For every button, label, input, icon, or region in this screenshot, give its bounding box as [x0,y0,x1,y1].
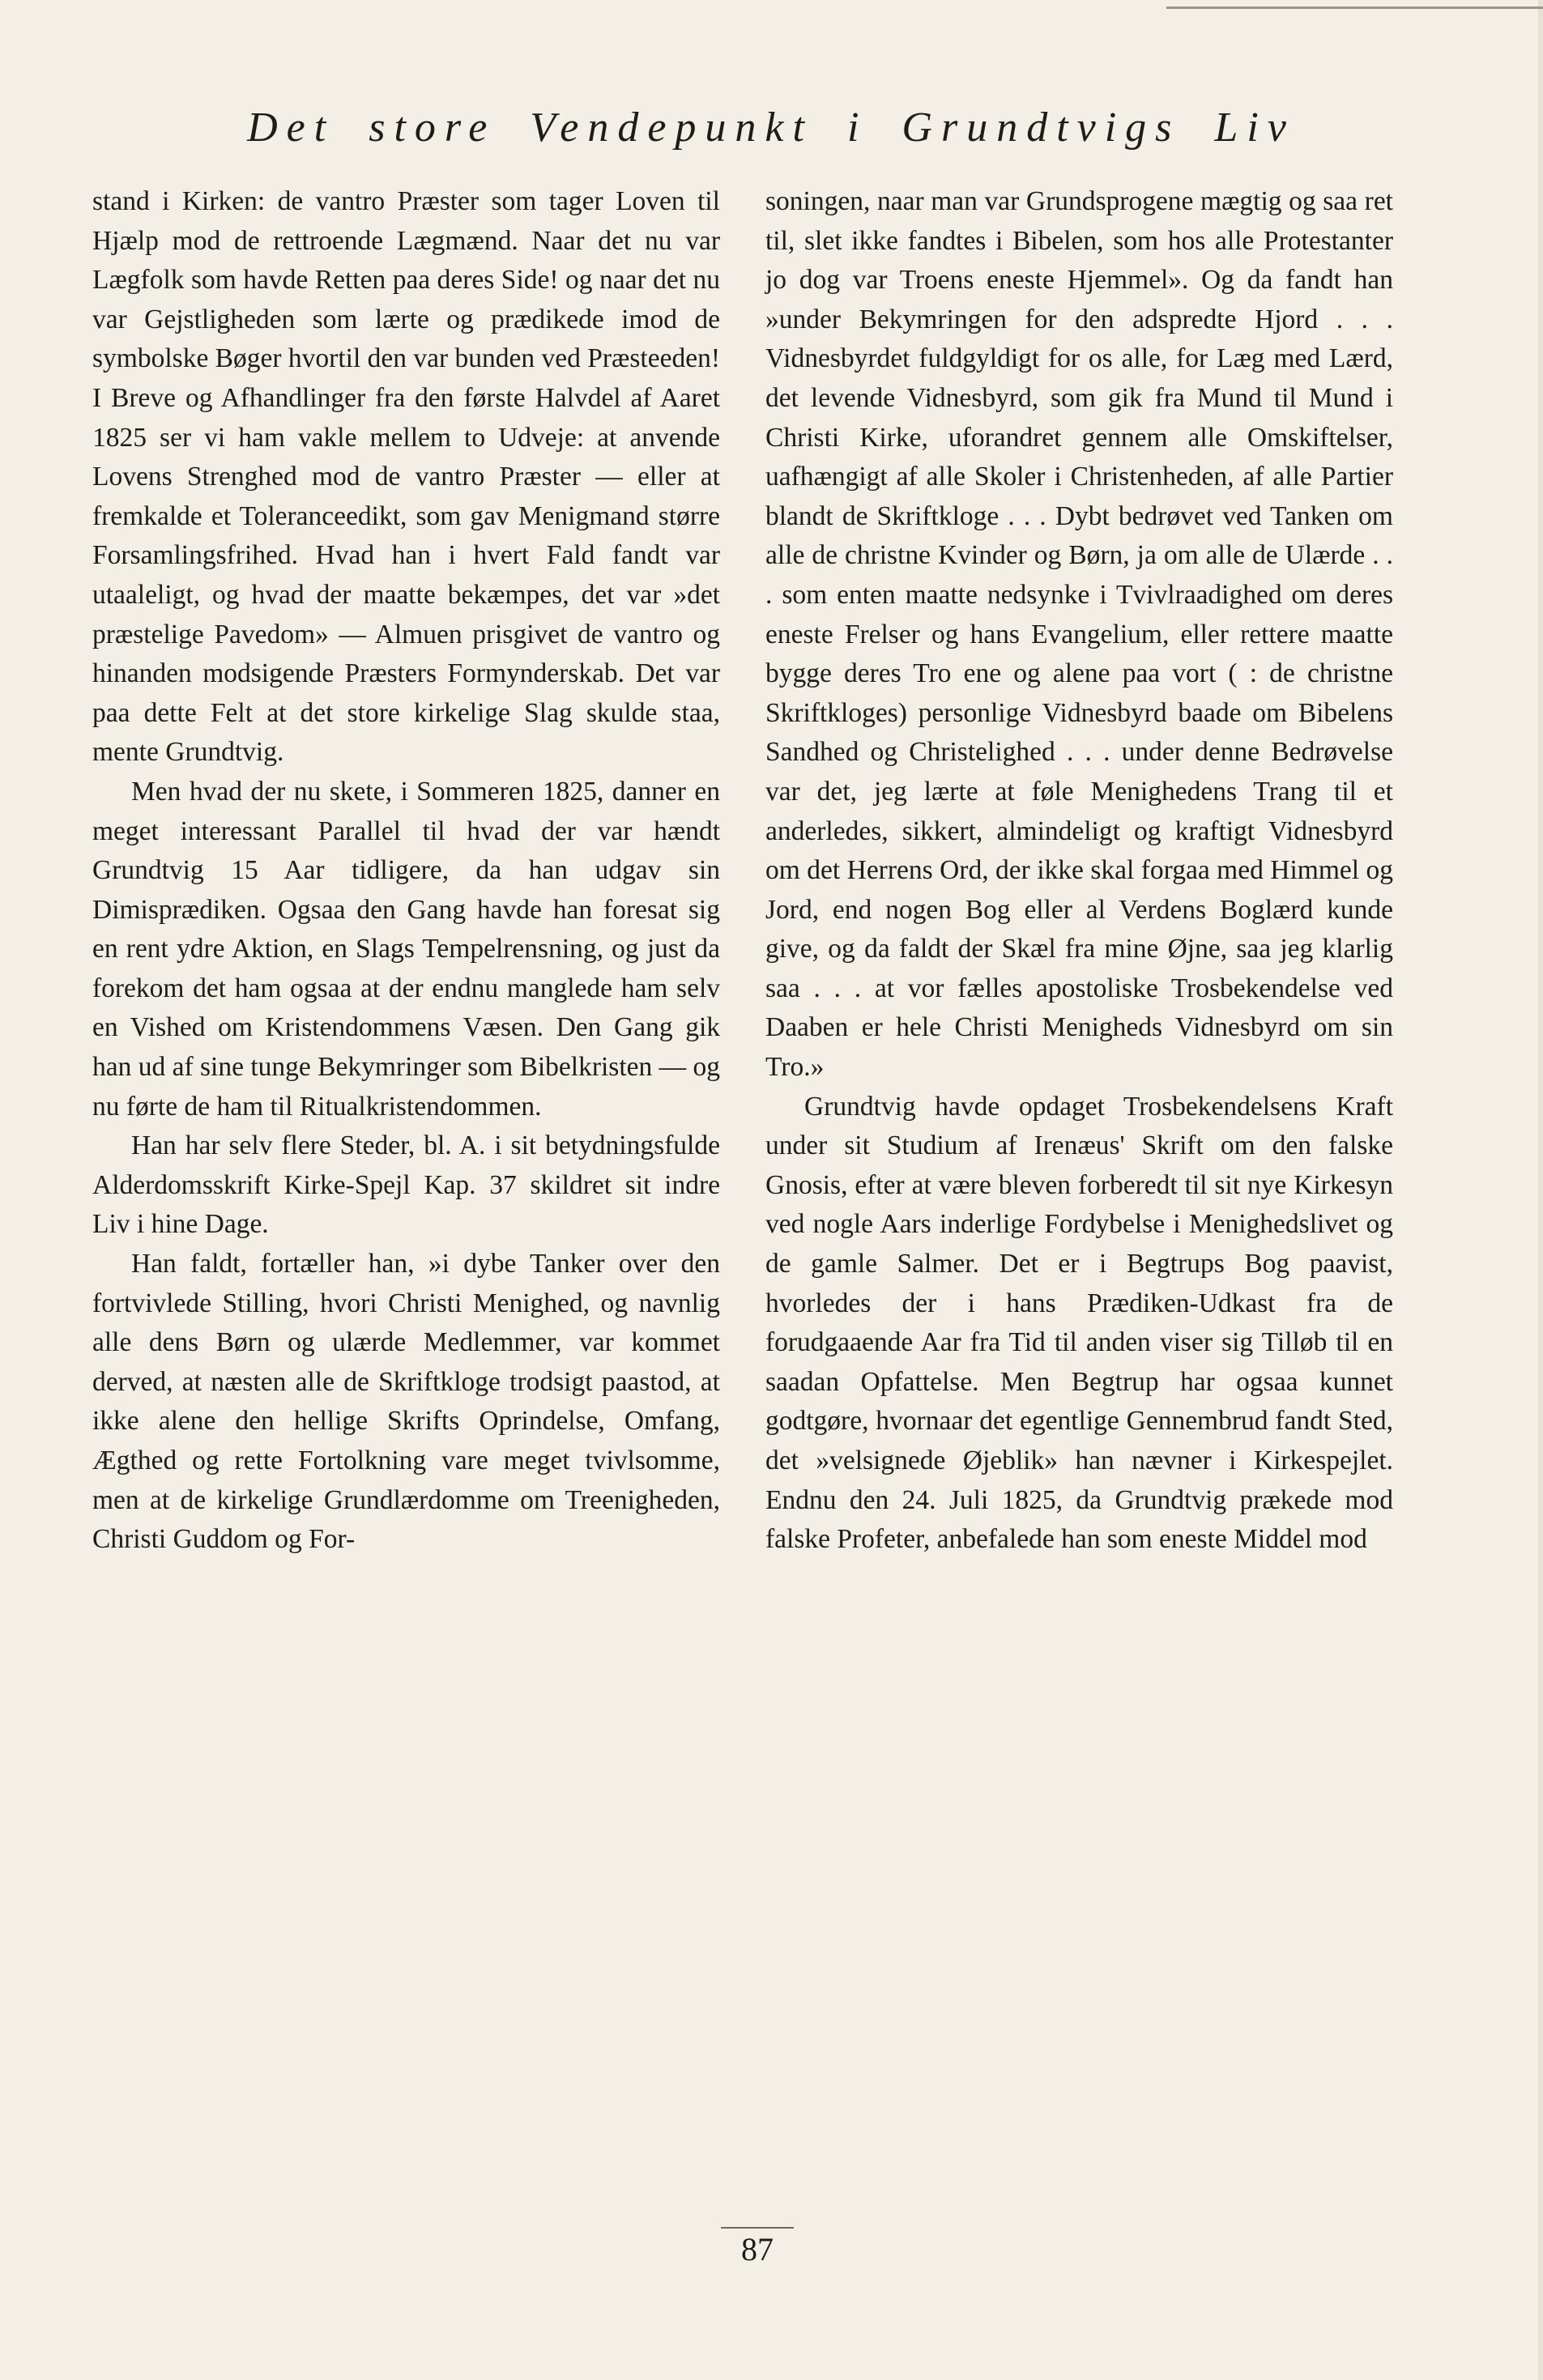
left-column [92,182,720,1560]
left-paragraph-1: stand i Kirken: de vantro Præster som tager Loven til Hjælp mod de rettroende Lægmænd. Naar det nu var Lægfolk som havde Retten paa deres Side! og naar det nu var Gejstligheden som lærte og prædikede imod de symbolske Bøger hvortil den var bunden ved Præsteeden! I Breve og Afhandlinger fra den første Halvdel af Aaret 1825 ser vi ham vakle mellem to Udveje: at anvende Lovens Strenghed mod de vantro Præster — eller at fremkalde et Toleranceedikt, som gav Menigmand større Forsamlingsfrihed. Hvad han i hvert Fald fandt var utaaleligt, og hvad der maatte bekæmpes, det var »det præstelige Pavedom» — Almuen prisgivet de vantro og hinanden modsigende Præsters Formynderskab. Det var paa dette Felt at det store kirkelige Slag skulde staa, mente Grundtvig. [92,186,720,768]
running-head: Det store Vendepunkt i Grundtvigs Liv [247,104,1295,151]
left-paragraph-3: Han har selv flere Steder, bl. A. i sit betydningsfulde Alderdomsskrift Kirke-Spejl Kap. 37 skildret sit indre Liv i hine Dage. [92,1130,720,1240]
right-paragraph-2: Grundtvig havde opdaget Trosbekendelsens Kraft under sit Studium af Irenæus' Skrift om den falske Gnosis, efter at være bleven forberedt til sit nye Kirkesyn ved nogle Aars inderlige Fordybelse i Menighedslivet og de gamle Salmer. Det er i Begtrups Bog paavist, hvorledes der i hans Prædiken-Udkast fra de forudgaaende Aar fra Tid til anden viser sig Tilløb til en saadan Opfattelse. Men Begtrup har ogsaa kunnet godtgøre, hvornaar det egentlige Gennembrud fandt Sted, det »velsignede Øjeblik» han nævner i Kirkespejlet. Endnu den 24. Juli 1825, da Grundtvig prækede mod falske Profeter, anbefalede han som eneste Middel mod [765,1091,1393,1555]
page-number: 87 [741,2231,774,2267]
right-column [765,182,1393,1560]
right-paragraph-1: soningen, naar man var Grundsprogene mægtig og saa ret til, slet ikke fandtes i Bibelen, som hos alle Protestanter jo dog var Troens eneste Hjemmel». Og da fandt han »under Bekymringen for den adspredte Hjord . . . Vidnesbyrdet fuldgyldigt for os alle, for Læg med Lærd, det levende Vidnesbyrd, som gik fra Mund til Mund i Christi Kirke, uforandret gennem alle Omskiftelser, uafhængigt af alle Skoler i Christenheden, af alle Partier blandt de Skriftkloge . . . Dybt bedrøvet ved Tanken om alle de christne Kvinder og Børn, ja om alle de Ulærde . . . som enten maatte nedsynke i Tvivlraadighed om deres eneste Frelser og hans Evangelium, eller rettere maatte bygge deres Tro ene og alene paa vort ( : de christne Skriftkloges) personlige Vidnesbyrd baade om Bibelens Sandhed og Christelighed . . . under denne Bedrøvelse var det, jeg lærte at føle Menighedens Trang til et anderledes, sikkert, almindeligt og kraftigt Vidnesbyrd om det Herrens Ord, der ikke skal forgaa med Himmel og Jord, end nogen Bog eller al Verdens Boglærd kunde give, og da faldt der Skæl fra mine Øjne, saa jeg klarlig saa . . . at vor fælles apostoliske Trosbekendelse ved Daaben er hele Christi Menigheds Vidnesbyrd om sin Tro.» [765,186,1393,1083]
left-paragraph-2: Men hvad der nu skete, i Sommeren 1825, danner en meget interessant Parallel til hvad der var hændt Grundtvig 15 Aar tidligere, da han udgav sin Dimisprædiken. Ogsaa den Gang havde han foresat sig en rent ydre Aktion, en Slags Tempelrensning, og just da forekom det ham ogsaa at der endnu manglede ham selv en Vished om Kristendommens Væsen. Den Gang gik han ud af sine tunge Bekymringer som Bibelkristen — og nu førte de ham til Ritualkristendommen. [92,776,721,1122]
folio-rule [721,2227,794,2229]
left-paragraph-4: Han faldt, fortæller han, »i dybe Tanker over den fortvivlede Stilling, hvori Christi Menighed, og navnlig alle dens Børn og ulærde Medlemmer, var kommet derved, at næsten alle de Skriftkloge trodsigt paastod, at ikke alene den hellige Skrifts Oprindelse, Omfang, Ægthed og rette Fortolkning vare meget tvivlsomme, men at de kirkelige Grundlærdomme om Treenigheden, Christi Guddom og For- [92,1249,720,1555]
scan-edge-rule [1166,6,1543,9]
